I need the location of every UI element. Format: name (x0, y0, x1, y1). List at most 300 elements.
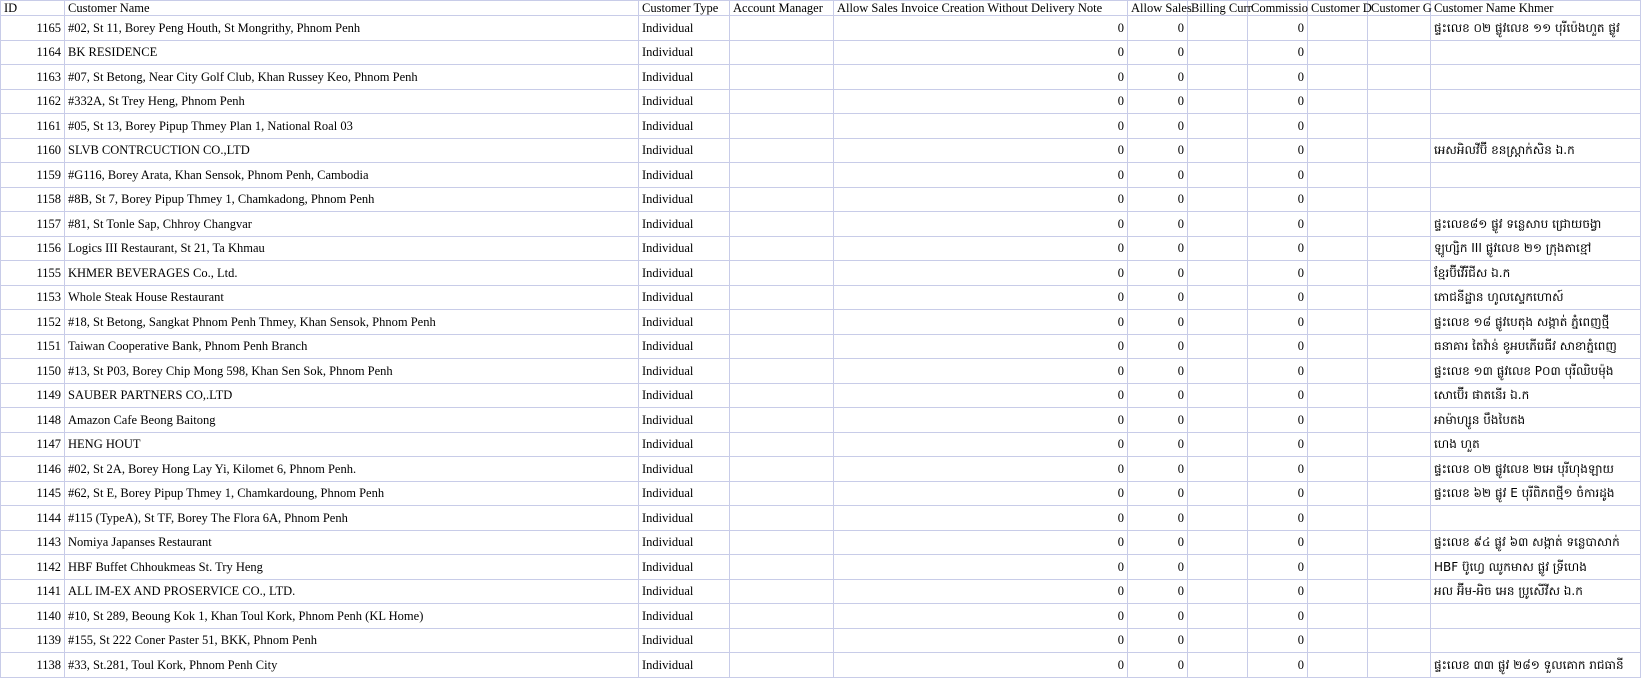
cell-customer-name[interactable]: #02, St 11, Borey Peng Houth, St Mongrithy, Phnom Penh (65, 16, 639, 41)
cell-billing-currency[interactable] (1188, 408, 1248, 433)
cell-customer-name[interactable]: #07, St Betong, Near City Golf Club, Khan Russey Keo, Phnom Penh (65, 65, 639, 90)
cell-customer-d[interactable] (1308, 555, 1368, 580)
cell-billing-currency[interactable] (1188, 457, 1248, 482)
cell-allow-sales[interactable]: 0 (1128, 653, 1188, 678)
cell-customer-name-khmer[interactable] (1431, 187, 1641, 212)
cell-customer-name[interactable]: #05, St 13, Borey Pipup Thmey Plan 1, National Roal 03 (65, 114, 639, 139)
cell-commission[interactable]: 0 (1248, 212, 1308, 237)
cell-allow-invoice-without-dn[interactable]: 0 (834, 555, 1128, 580)
cell-customer-d[interactable] (1308, 579, 1368, 604)
table-row[interactable] (1, 530, 1641, 555)
cell-commission[interactable]: 0 (1248, 383, 1308, 408)
cell-customer-d[interactable] (1308, 628, 1368, 653)
cell-customer-name[interactable]: HBF Buffet Chhoukmeas St. Try Heng (65, 555, 639, 580)
cell-customer-type[interactable]: Individual (639, 383, 730, 408)
table-row[interactable] (1, 261, 1641, 286)
cell-customer-name[interactable]: #18, St Betong, Sangkat Phnom Penh Thmey, Khan Sensok, Phnom Penh (65, 310, 639, 335)
cell-id[interactable]: 1141 (1, 579, 65, 604)
column-header-customer-d[interactable]: Customer D (1308, 1, 1368, 16)
cell-customer-type[interactable]: Individual (639, 138, 730, 163)
cell-billing-currency[interactable] (1188, 114, 1248, 139)
cell-allow-sales[interactable]: 0 (1128, 114, 1188, 139)
cell-commission[interactable]: 0 (1248, 359, 1308, 384)
cell-billing-currency[interactable] (1188, 334, 1248, 359)
cell-customer-type[interactable]: Individual (639, 285, 730, 310)
cell-customer-g[interactable] (1368, 408, 1431, 433)
cell-customer-name-khmer[interactable]: ផ្ទះលេខ ០២ ផ្លូវលេខ ១១ បុរីប៉េងហួត ផ្លូវ (1431, 16, 1641, 41)
cell-id[interactable]: 1164 (1, 40, 65, 65)
cell-customer-name[interactable]: #13, St P03, Borey Chip Mong 598, Khan Sen Sok, Phnom Penh (65, 359, 639, 384)
cell-commission[interactable]: 0 (1248, 40, 1308, 65)
table-row[interactable] (1, 506, 1641, 531)
cell-account-manager[interactable] (730, 285, 834, 310)
cell-customer-name[interactable]: #02, St 2A, Borey Hong Lay Yi, Kilomet 6, Phnom Penh. (65, 457, 639, 482)
cell-customer-d[interactable] (1308, 236, 1368, 261)
cell-customer-name-khmer[interactable] (1431, 163, 1641, 188)
cell-commission[interactable]: 0 (1248, 481, 1308, 506)
table-row[interactable] (1, 212, 1641, 237)
table-row[interactable] (1, 481, 1641, 506)
cell-allow-sales[interactable]: 0 (1128, 383, 1188, 408)
cell-allow-sales[interactable]: 0 (1128, 236, 1188, 261)
cell-customer-d[interactable] (1308, 408, 1368, 433)
cell-customer-type[interactable]: Individual (639, 334, 730, 359)
cell-billing-currency[interactable] (1188, 359, 1248, 384)
cell-customer-name-khmer[interactable] (1431, 65, 1641, 90)
cell-customer-type[interactable]: Individual (639, 114, 730, 139)
cell-customer-name-khmer[interactable]: ផ្ទះលេខ ១៨ ផ្លូវបេតុង សង្កាត់ ភ្នំពេញថ្មី (1431, 310, 1641, 335)
cell-commission[interactable]: 0 (1248, 187, 1308, 212)
cell-id[interactable]: 1163 (1, 65, 65, 90)
table-row[interactable] (1, 628, 1641, 653)
table-row[interactable] (1, 138, 1641, 163)
cell-id[interactable]: 1151 (1, 334, 65, 359)
cell-allow-invoice-without-dn[interactable]: 0 (834, 604, 1128, 629)
cell-customer-d[interactable] (1308, 334, 1368, 359)
table-row[interactable] (1, 89, 1641, 114)
cell-id[interactable]: 1143 (1, 530, 65, 555)
column-header-allow-invoice-without-dn[interactable]: Allow Sales Invoice Creation Without Delivery Note (834, 1, 1128, 16)
cell-customer-g[interactable] (1368, 261, 1431, 286)
cell-commission[interactable]: 0 (1248, 261, 1308, 286)
cell-customer-g[interactable] (1368, 89, 1431, 114)
cell-allow-sales[interactable]: 0 (1128, 579, 1188, 604)
cell-customer-name-khmer[interactable]: ឡូហ្សិក III ផ្លូវលេខ ២១ ក្រុងតាខ្មៅ (1431, 236, 1641, 261)
cell-allow-sales[interactable]: 0 (1128, 187, 1188, 212)
cell-commission[interactable]: 0 (1248, 579, 1308, 604)
cell-id[interactable]: 1140 (1, 604, 65, 629)
cell-account-manager[interactable] (730, 40, 834, 65)
cell-customer-name-khmer[interactable]: ភោជនីដ្ឋាន ហូលស្ទេកហោស៍ (1431, 285, 1641, 310)
cell-id[interactable]: 1148 (1, 408, 65, 433)
cell-allow-sales[interactable]: 0 (1128, 40, 1188, 65)
cell-id[interactable]: 1147 (1, 432, 65, 457)
cell-allow-invoice-without-dn[interactable]: 0 (834, 89, 1128, 114)
cell-allow-invoice-without-dn[interactable]: 0 (834, 530, 1128, 555)
cell-account-manager[interactable] (730, 138, 834, 163)
cell-account-manager[interactable] (730, 114, 834, 139)
cell-account-manager[interactable] (730, 604, 834, 629)
cell-customer-g[interactable] (1368, 359, 1431, 384)
cell-customer-name-khmer[interactable]: អាម៉ាហ្សូន បឹងបៃតង (1431, 408, 1641, 433)
cell-customer-g[interactable] (1368, 481, 1431, 506)
cell-customer-type[interactable]: Individual (639, 604, 730, 629)
cell-id[interactable]: 1162 (1, 89, 65, 114)
cell-commission[interactable]: 0 (1248, 653, 1308, 678)
column-header-customer-g[interactable]: Customer G (1368, 1, 1431, 16)
cell-allow-invoice-without-dn[interactable]: 0 (834, 16, 1128, 41)
cell-allow-invoice-without-dn[interactable]: 0 (834, 628, 1128, 653)
cell-account-manager[interactable] (730, 334, 834, 359)
cell-commission[interactable]: 0 (1248, 285, 1308, 310)
cell-customer-type[interactable]: Individual (639, 653, 730, 678)
cell-billing-currency[interactable] (1188, 138, 1248, 163)
cell-customer-name[interactable]: Amazon Cafe Beong Baitong (65, 408, 639, 433)
cell-allow-invoice-without-dn[interactable]: 0 (834, 334, 1128, 359)
cell-id[interactable]: 1155 (1, 261, 65, 286)
cell-customer-name-khmer[interactable] (1431, 506, 1641, 531)
cell-customer-d[interactable] (1308, 530, 1368, 555)
cell-customer-name-khmer[interactable]: ផ្ទះលេខ៨១ ផ្លូវ ទន្លេសាប ជ្រោយចង្វា (1431, 212, 1641, 237)
cell-customer-g[interactable] (1368, 65, 1431, 90)
cell-allow-invoice-without-dn[interactable]: 0 (834, 359, 1128, 384)
cell-billing-currency[interactable] (1188, 187, 1248, 212)
cell-id[interactable]: 1149 (1, 383, 65, 408)
cell-customer-type[interactable]: Individual (639, 40, 730, 65)
cell-customer-g[interactable] (1368, 138, 1431, 163)
cell-account-manager[interactable] (730, 457, 834, 482)
cell-allow-sales[interactable]: 0 (1128, 628, 1188, 653)
cell-allow-sales[interactable]: 0 (1128, 408, 1188, 433)
cell-id[interactable]: 1150 (1, 359, 65, 384)
table-row[interactable] (1, 285, 1641, 310)
cell-customer-g[interactable] (1368, 555, 1431, 580)
cell-customer-g[interactable] (1368, 604, 1431, 629)
cell-customer-d[interactable] (1308, 40, 1368, 65)
cell-customer-g[interactable] (1368, 457, 1431, 482)
cell-customer-name-khmer[interactable]: សោប៊ើរ ផាតនើរ ឯ.ក (1431, 383, 1641, 408)
cell-billing-currency[interactable] (1188, 628, 1248, 653)
table-row[interactable] (1, 604, 1641, 629)
cell-allow-invoice-without-dn[interactable]: 0 (834, 163, 1128, 188)
cell-commission[interactable]: 0 (1248, 310, 1308, 335)
cell-customer-type[interactable]: Individual (639, 555, 730, 580)
cell-commission[interactable]: 0 (1248, 65, 1308, 90)
cell-allow-sales[interactable]: 0 (1128, 261, 1188, 286)
cell-customer-type[interactable]: Individual (639, 457, 730, 482)
cell-customer-d[interactable] (1308, 383, 1368, 408)
cell-allow-invoice-without-dn[interactable]: 0 (834, 261, 1128, 286)
cell-customer-type[interactable]: Individual (639, 310, 730, 335)
cell-customer-name[interactable]: #332A, St Trey Heng, Phnom Penh (65, 89, 639, 114)
cell-customer-d[interactable] (1308, 65, 1368, 90)
cell-customer-g[interactable] (1368, 40, 1431, 65)
table-row[interactable] (1, 334, 1641, 359)
cell-customer-g[interactable] (1368, 16, 1431, 41)
column-header-customer-name[interactable]: Customer Name (65, 1, 639, 16)
cell-customer-g[interactable] (1368, 383, 1431, 408)
cell-customer-g[interactable] (1368, 506, 1431, 531)
cell-customer-name-khmer[interactable] (1431, 40, 1641, 65)
column-header-commission[interactable]: Commissio (1248, 1, 1308, 16)
cell-customer-name[interactable]: #115 (TypeA), St TF, Borey The Flora 6A, Phnom Penh (65, 506, 639, 531)
cell-account-manager[interactable] (730, 236, 834, 261)
cell-customer-name-khmer[interactable]: HBF ប៊ូហ្វេ ឈូកមាស ផ្លូវ ទ្រីហេង (1431, 555, 1641, 580)
cell-id[interactable]: 1153 (1, 285, 65, 310)
cell-commission[interactable]: 0 (1248, 530, 1308, 555)
cell-allow-invoice-without-dn[interactable]: 0 (834, 579, 1128, 604)
cell-allow-invoice-without-dn[interactable]: 0 (834, 506, 1128, 531)
cell-customer-g[interactable] (1368, 334, 1431, 359)
table-row[interactable] (1, 432, 1641, 457)
cell-customer-type[interactable]: Individual (639, 89, 730, 114)
cell-customer-name-khmer[interactable]: អេសអិលវីប៊ី ខនស្ត្រាក់សិន ឯ.ក (1431, 138, 1641, 163)
cell-customer-d[interactable] (1308, 138, 1368, 163)
cell-id[interactable]: 1145 (1, 481, 65, 506)
table-row[interactable] (1, 65, 1641, 90)
table-row[interactable] (1, 408, 1641, 433)
cell-account-manager[interactable] (730, 359, 834, 384)
cell-customer-name[interactable]: #62, St E, Borey Pipup Thmey 1, Chamkardoung, Phnom Penh (65, 481, 639, 506)
table-row[interactable] (1, 383, 1641, 408)
cell-customer-g[interactable] (1368, 628, 1431, 653)
table-row[interactable] (1, 653, 1641, 678)
cell-allow-invoice-without-dn[interactable]: 0 (834, 187, 1128, 212)
cell-commission[interactable]: 0 (1248, 89, 1308, 114)
cell-customer-name[interactable]: HENG HOUT (65, 432, 639, 457)
column-header-allow-sales[interactable]: Allow Sales (1128, 1, 1188, 16)
cell-customer-d[interactable] (1308, 359, 1368, 384)
cell-id[interactable]: 1139 (1, 628, 65, 653)
cell-id[interactable]: 1159 (1, 163, 65, 188)
column-header-customer-type[interactable]: Customer Type (639, 1, 730, 16)
cell-commission[interactable]: 0 (1248, 457, 1308, 482)
cell-customer-d[interactable] (1308, 89, 1368, 114)
cell-allow-invoice-without-dn[interactable]: 0 (834, 383, 1128, 408)
cell-billing-currency[interactable] (1188, 212, 1248, 237)
cell-customer-name[interactable]: Taiwan Cooperative Bank, Phnom Penh Branch (65, 334, 639, 359)
cell-billing-currency[interactable] (1188, 285, 1248, 310)
cell-allow-sales[interactable]: 0 (1128, 432, 1188, 457)
cell-customer-name-khmer[interactable] (1431, 114, 1641, 139)
cell-customer-name[interactable]: #33, St.281, Toul Kork, Phnom Penh City (65, 653, 639, 678)
cell-account-manager[interactable] (730, 628, 834, 653)
cell-customer-type[interactable]: Individual (639, 530, 730, 555)
cell-customer-name-khmer[interactable] (1431, 89, 1641, 114)
cell-commission[interactable]: 0 (1248, 114, 1308, 139)
table-row[interactable] (1, 236, 1641, 261)
cell-billing-currency[interactable] (1188, 261, 1248, 286)
cell-allow-sales[interactable]: 0 (1128, 310, 1188, 335)
cell-customer-d[interactable] (1308, 506, 1368, 531)
cell-billing-currency[interactable] (1188, 432, 1248, 457)
cell-allow-sales[interactable]: 0 (1128, 65, 1188, 90)
cell-account-manager[interactable] (730, 89, 834, 114)
cell-customer-g[interactable] (1368, 187, 1431, 212)
cell-customer-type[interactable]: Individual (639, 187, 730, 212)
cell-allow-sales[interactable]: 0 (1128, 16, 1188, 41)
cell-customer-name-khmer[interactable]: ខ្មែរប៊ីវើរីជីស ឯ.ក (1431, 261, 1641, 286)
cell-allow-invoice-without-dn[interactable]: 0 (834, 65, 1128, 90)
cell-id[interactable]: 1161 (1, 114, 65, 139)
cell-customer-name[interactable]: ALL IM-EX AND PROSERVICE CO., LTD. (65, 579, 639, 604)
cell-customer-name[interactable]: KHMER BEVERAGES Co., Ltd. (65, 261, 639, 286)
cell-account-manager[interactable] (730, 163, 834, 188)
cell-id[interactable]: 1142 (1, 555, 65, 580)
table-row[interactable] (1, 310, 1641, 335)
cell-account-manager[interactable] (730, 16, 834, 41)
cell-customer-type[interactable]: Individual (639, 261, 730, 286)
cell-billing-currency[interactable] (1188, 40, 1248, 65)
cell-customer-name-khmer[interactable] (1431, 604, 1641, 629)
cell-allow-sales[interactable]: 0 (1128, 555, 1188, 580)
cell-billing-currency[interactable] (1188, 16, 1248, 41)
cell-billing-currency[interactable] (1188, 506, 1248, 531)
table-row[interactable] (1, 555, 1641, 580)
cell-billing-currency[interactable] (1188, 555, 1248, 580)
cell-id[interactable]: 1144 (1, 506, 65, 531)
cell-allow-sales[interactable]: 0 (1128, 285, 1188, 310)
cell-customer-name-khmer[interactable] (1431, 628, 1641, 653)
cell-account-manager[interactable] (730, 65, 834, 90)
cell-allow-invoice-without-dn[interactable]: 0 (834, 481, 1128, 506)
cell-customer-name[interactable]: Logics III Restaurant, St 21, Ta Khmau (65, 236, 639, 261)
cell-customer-type[interactable]: Individual (639, 212, 730, 237)
cell-commission[interactable]: 0 (1248, 506, 1308, 531)
cell-id[interactable]: 1138 (1, 653, 65, 678)
column-header-customer-name-khmer[interactable]: Customer Name Khmer (1431, 1, 1641, 16)
cell-account-manager[interactable] (730, 261, 834, 286)
cell-customer-name[interactable]: Nomiya Japanses Restaurant (65, 530, 639, 555)
cell-customer-type[interactable]: Individual (639, 16, 730, 41)
cell-account-manager[interactable] (730, 653, 834, 678)
table-row[interactable] (1, 16, 1641, 41)
cell-allow-invoice-without-dn[interactable]: 0 (834, 40, 1128, 65)
cell-allow-invoice-without-dn[interactable]: 0 (834, 310, 1128, 335)
cell-commission[interactable]: 0 (1248, 16, 1308, 41)
cell-allow-invoice-without-dn[interactable]: 0 (834, 138, 1128, 163)
cell-customer-type[interactable]: Individual (639, 65, 730, 90)
cell-account-manager[interactable] (730, 408, 834, 433)
cell-customer-d[interactable] (1308, 285, 1368, 310)
cell-account-manager[interactable] (730, 555, 834, 580)
cell-billing-currency[interactable] (1188, 604, 1248, 629)
cell-account-manager[interactable] (730, 579, 834, 604)
table-row[interactable] (1, 114, 1641, 139)
cell-commission[interactable]: 0 (1248, 628, 1308, 653)
cell-customer-d[interactable] (1308, 457, 1368, 482)
cell-allow-sales[interactable]: 0 (1128, 138, 1188, 163)
cell-customer-name[interactable]: #10, St 289, Beoung Kok 1, Khan Toul Kork, Phnom Penh (KL Home) (65, 604, 639, 629)
cell-customer-type[interactable]: Individual (639, 236, 730, 261)
cell-commission[interactable]: 0 (1248, 555, 1308, 580)
cell-allow-invoice-without-dn[interactable]: 0 (834, 457, 1128, 482)
cell-customer-d[interactable] (1308, 163, 1368, 188)
cell-allow-invoice-without-dn[interactable]: 0 (834, 653, 1128, 678)
table-row[interactable] (1, 359, 1641, 384)
cell-customer-d[interactable] (1308, 604, 1368, 629)
cell-allow-invoice-without-dn[interactable]: 0 (834, 114, 1128, 139)
cell-customer-name[interactable]: #155, St 222 Coner Paster 51, BKK, Phnom Penh (65, 628, 639, 653)
cell-id[interactable]: 1165 (1, 16, 65, 41)
cell-customer-name-khmer[interactable]: ផ្ទះលេខ ៩៤ ផ្លូវ ៦៣ សង្កាត់ ទន្លេបាសាក់ (1431, 530, 1641, 555)
table-row[interactable] (1, 163, 1641, 188)
cell-customer-name-khmer[interactable]: ផ្ទះលេខ ៦២ ផ្លូវ E បុរីពិភពថ្មី១ ចំការដូង (1431, 481, 1641, 506)
cell-allow-invoice-without-dn[interactable]: 0 (834, 408, 1128, 433)
cell-allow-sales[interactable]: 0 (1128, 604, 1188, 629)
cell-commission[interactable]: 0 (1248, 334, 1308, 359)
column-header-account-manager[interactable]: Account Manager (730, 1, 834, 16)
cell-customer-d[interactable] (1308, 653, 1368, 678)
cell-customer-g[interactable] (1368, 432, 1431, 457)
cell-allow-sales[interactable]: 0 (1128, 481, 1188, 506)
cell-allow-sales[interactable]: 0 (1128, 89, 1188, 114)
cell-allow-sales[interactable]: 0 (1128, 530, 1188, 555)
cell-billing-currency[interactable] (1188, 530, 1248, 555)
cell-account-manager[interactable] (730, 432, 834, 457)
cell-customer-d[interactable] (1308, 310, 1368, 335)
cell-commission[interactable]: 0 (1248, 163, 1308, 188)
cell-allow-sales[interactable]: 0 (1128, 359, 1188, 384)
cell-id[interactable]: 1156 (1, 236, 65, 261)
cell-commission[interactable]: 0 (1248, 432, 1308, 457)
cell-customer-type[interactable]: Individual (639, 432, 730, 457)
table-row[interactable] (1, 40, 1641, 65)
cell-customer-type[interactable]: Individual (639, 408, 730, 433)
cell-billing-currency[interactable] (1188, 653, 1248, 678)
cell-billing-currency[interactable] (1188, 310, 1248, 335)
cell-customer-d[interactable] (1308, 187, 1368, 212)
cell-customer-name[interactable]: #G116, Borey Arata, Khan Sensok, Phnom Penh, Cambodia (65, 163, 639, 188)
cell-billing-currency[interactable] (1188, 579, 1248, 604)
cell-customer-g[interactable] (1368, 236, 1431, 261)
cell-customer-name-khmer[interactable]: ធនាគារ តៃវ៉ាន់ ខូអបភើរេធីវ សាខាភ្នំពេញ (1431, 334, 1641, 359)
cell-customer-g[interactable] (1368, 579, 1431, 604)
cell-customer-g[interactable] (1368, 285, 1431, 310)
cell-customer-type[interactable]: Individual (639, 163, 730, 188)
cell-customer-g[interactable] (1368, 653, 1431, 678)
cell-customer-d[interactable] (1308, 16, 1368, 41)
cell-id[interactable]: 1146 (1, 457, 65, 482)
cell-allow-sales[interactable]: 0 (1128, 457, 1188, 482)
table-row[interactable] (1, 457, 1641, 482)
cell-customer-d[interactable] (1308, 481, 1368, 506)
cell-account-manager[interactable] (730, 310, 834, 335)
cell-billing-currency[interactable] (1188, 89, 1248, 114)
column-header-id[interactable]: ID (1, 1, 65, 16)
cell-customer-name-khmer[interactable]: អល អ៊ីម-អិច អេន ប្រូសើវីស ឯ.ក (1431, 579, 1641, 604)
cell-allow-invoice-without-dn[interactable]: 0 (834, 285, 1128, 310)
cell-customer-name[interactable]: BK RESIDENCE (65, 40, 639, 65)
cell-id[interactable]: 1160 (1, 138, 65, 163)
cell-allow-invoice-without-dn[interactable]: 0 (834, 212, 1128, 237)
cell-customer-g[interactable] (1368, 212, 1431, 237)
cell-customer-name[interactable]: SLVB CONTRCUCTION CO.,LTD (65, 138, 639, 163)
cell-customer-type[interactable]: Individual (639, 579, 730, 604)
column-header-billing-currency[interactable]: Billing Curr (1188, 1, 1248, 16)
cell-commission[interactable]: 0 (1248, 138, 1308, 163)
cell-customer-g[interactable] (1368, 310, 1431, 335)
cell-id[interactable]: 1157 (1, 212, 65, 237)
cell-account-manager[interactable] (730, 530, 834, 555)
table-row[interactable] (1, 579, 1641, 604)
cell-customer-name[interactable]: SAUBER PARTNERS CO,.LTD (65, 383, 639, 408)
cell-customer-type[interactable]: Individual (639, 481, 730, 506)
cell-customer-name-khmer[interactable]: ផ្ទះលេខ ១៣ ផ្លូវលេខ P០៣ បុរីឈិបម៉ុង (1431, 359, 1641, 384)
cell-billing-currency[interactable] (1188, 163, 1248, 188)
cell-customer-name[interactable]: #8B, St 7, Borey Pipup Thmey 1, Chamkadong, Phnom Penh (65, 187, 639, 212)
cell-customer-d[interactable] (1308, 432, 1368, 457)
